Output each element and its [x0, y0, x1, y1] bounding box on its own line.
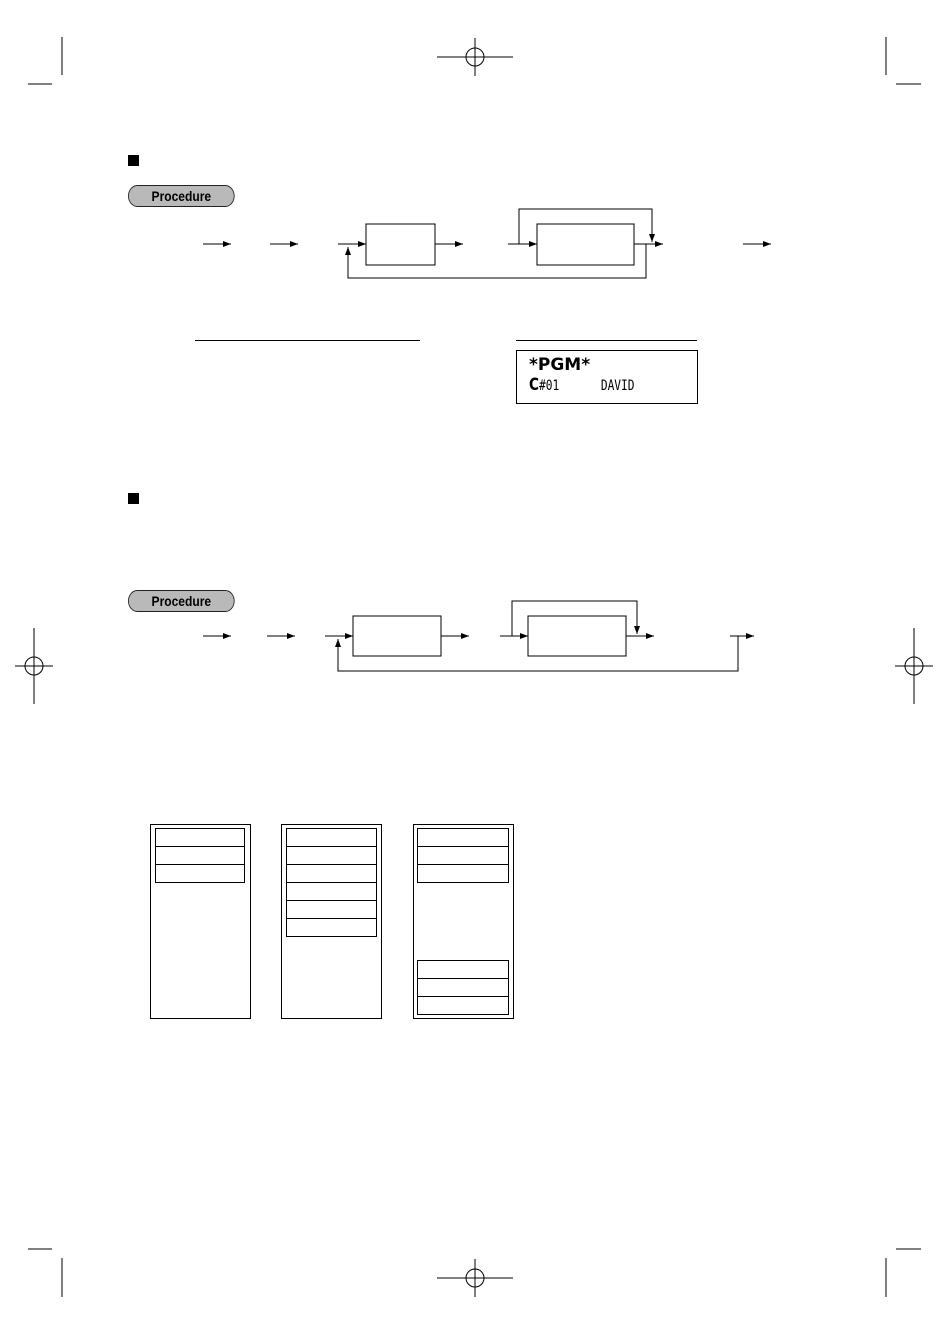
lcd-clerk-number: #01 [538, 378, 560, 394]
panel-slot [286, 864, 377, 883]
panel-slot [155, 846, 245, 865]
panel-slot [286, 882, 377, 901]
receipt-panel-1 [150, 824, 251, 1019]
panel-slot [417, 828, 509, 847]
panel-slot [286, 828, 377, 847]
lcd-clerk-name: DAVID [600, 378, 635, 394]
lcd-clerk-prefix: C [529, 375, 539, 395]
panel-slot [286, 846, 377, 865]
lcd-mode-text: *PGM* [529, 355, 591, 375]
receipt-panel-2 [281, 824, 382, 1019]
panel-slot [286, 918, 377, 937]
panel-slot [417, 996, 509, 1015]
receipt-panel-3 [413, 824, 514, 1019]
panel-slot [417, 846, 509, 865]
flow-key-box [353, 616, 441, 656]
panel-slot [286, 900, 377, 919]
procedure-badge: Procedure [128, 185, 235, 207]
flow-entry-box [528, 616, 626, 656]
panel-slot [417, 978, 509, 997]
panel-slot [417, 864, 509, 883]
panel-slot [155, 864, 245, 883]
procedure-badge: Procedure [128, 590, 235, 612]
panel-slot [417, 960, 509, 979]
panel-slot [155, 828, 245, 847]
